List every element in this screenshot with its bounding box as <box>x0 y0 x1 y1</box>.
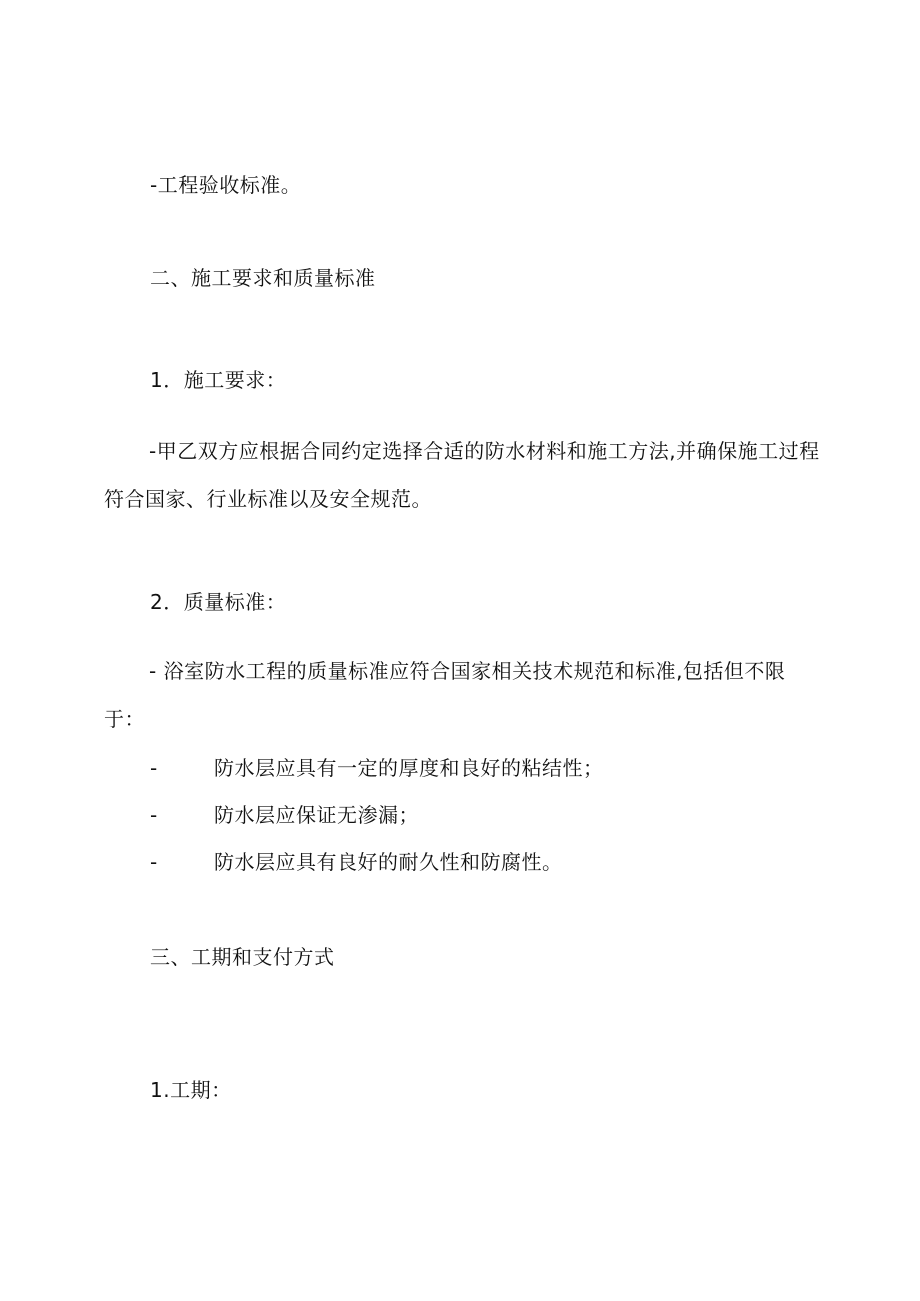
bullet-item <box>150 850 563 874</box>
bullet-item <box>150 756 604 780</box>
section-heading-construction-quality: 二、施工要求和质量标准 <box>150 266 376 290</box>
item-heading-construction-requirements: 1．施工要求： <box>150 368 287 392</box>
paragraph-construction-requirements: -甲乙双方应根据合同约定选择合适的防水材料和施工方法,并确保施工过程符合国家、行业标准以及安全规范。 <box>104 439 820 511</box>
item-heading-quality-standards: 2．质量标准： <box>150 590 287 614</box>
bullet-dash: - <box>150 850 158 874</box>
bullet-text: 防水层应保证无渗漏； <box>214 803 419 827</box>
acceptance-standard-line: -工程验收标准。 <box>150 173 302 197</box>
item-heading-schedule: 1.工期： <box>150 1078 232 1102</box>
bullet-text: 防水层应具有良好的耐久性和防腐性。 <box>214 850 563 874</box>
bullet-item <box>150 803 419 827</box>
paragraph-quality-standards: - 浴室防水工程的质量标准应符合国家相关技术规范和标准,包括但不限于： <box>104 659 786 731</box>
bullet-dash: - <box>150 803 158 827</box>
bullet-text: 防水层应具有一定的厚度和良好的粘结性； <box>214 756 604 780</box>
section-heading-schedule-payment: 三、工期和支付方式 <box>150 945 335 969</box>
bullet-dash: - <box>150 756 158 780</box>
